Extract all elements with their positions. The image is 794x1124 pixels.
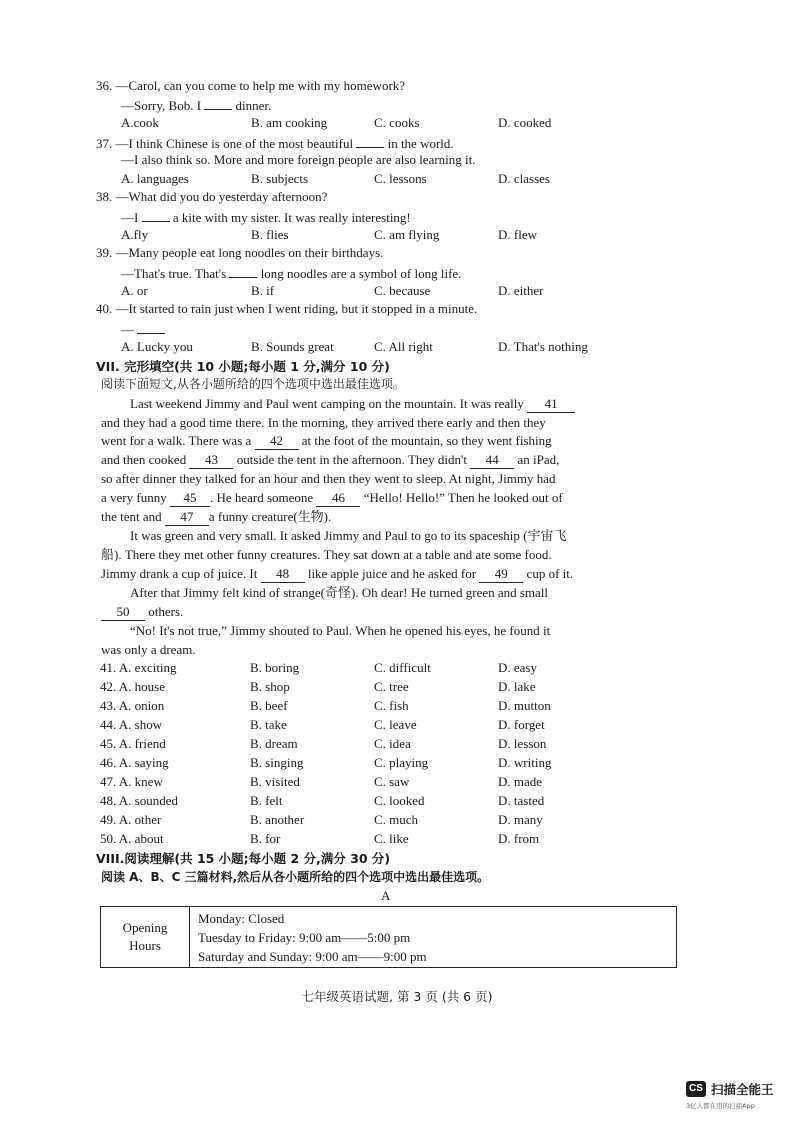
hours-row-weekdays: Tuesday to Friday: 9:00 am——5:00 pm [198,929,411,945]
q36-option-c: C. cooks [374,115,420,130]
option-a: 41. A. exciting [100,660,177,675]
passage-line [101,603,183,621]
option-c: C. much [374,812,419,827]
option-c: C. tree [374,679,409,694]
q37-options [0,170,794,187]
option-a: 48. A. sounded [100,793,178,808]
opening-hours-table [100,906,677,968]
q36-option-d: D. cooked [498,115,552,130]
q36-response [121,95,271,114]
passage-line [101,489,563,507]
q39-option-b: B. if [251,283,275,298]
passage-line: was only a dream. [101,642,196,657]
option-b: B. another [250,812,305,827]
q38-blank [142,207,170,222]
passage-line: and they had a good time there. In the morning, they arrived there early and then they [101,415,546,430]
passage-line [101,451,559,469]
option-c: C. like [374,831,409,846]
cloze-options-41 [0,659,794,676]
q38-option-d: D. flew [498,227,537,242]
passage-text: at the foot of the mountain, so they went fishing [301,433,552,448]
q36-response-end: dinner. [235,98,272,113]
cloze-options-44 [0,716,794,733]
option-c: C. looked [374,793,425,808]
q36-options [0,114,794,131]
q38-option-a: A.fly [121,227,149,242]
q37-blank [356,133,384,148]
q39-option-d: D. either [498,283,544,298]
option-c: C. leave [374,717,417,732]
q38-option-b: B. flies [251,227,289,242]
blank-43: 43 [189,451,233,469]
section7-instruction: 阅读下面短文,从各小题所给的四个选项中选出最佳选项。 [101,377,405,391]
q38-options [0,226,794,243]
section7-title: VII. 完形填空(共 10 小题;每小题 1 分,满分 10 分) [96,359,390,374]
passage-text: went for a walk. There was a [101,433,252,448]
cloze-options-42 [0,678,794,695]
cloze-options-48 [0,792,794,809]
passage-line: so after dinner they talked for an hour and then they went to sleep. At night, Jimmy had [101,471,556,486]
option-a: 45. A. friend [100,736,166,751]
camscanner-logo-icon: CS [686,1081,706,1097]
q37-stem-end: in the world. [387,136,454,151]
passage-text: and then cooked [101,452,187,467]
q39-response [121,263,461,282]
q40-response-dash: — [121,322,134,337]
q39-option-a: A. or [121,283,148,298]
passage-text: Last weekend Jimmy and Paul went camping on the mountain. It was really [130,396,524,411]
option-a: 46. A. saying [100,755,169,770]
option-c: C. saw [374,774,410,789]
q38-response-end: a kite with my sister. It was really interesting! [172,210,411,225]
passage-line [130,395,575,413]
page-footer: 七年级英语试题, 第 3 页 (共 6 页) [301,989,493,1004]
q39-options [0,282,794,299]
option-c: C. fish [374,698,409,713]
option-d: D. forget [498,717,545,732]
option-d: D. writing [498,755,552,770]
q37-option-d: D. classes [498,171,550,186]
blank-50: 50 [101,603,145,621]
passage-text: an iPad, [517,452,560,467]
q40-option-b: B. Sounds great [251,339,334,354]
option-b: B. visited [250,774,300,789]
q36-option-a: A.cook [121,115,159,130]
q36-option-b: B. am cooking [251,115,328,130]
option-d: D. lesson [498,736,547,751]
blank-45: 45 [170,489,210,507]
passage-text: the tent and [101,509,162,524]
passage-line [101,432,552,450]
passage-text: cup of it. [526,566,574,581]
option-c: C. difficult [374,660,431,675]
passage-line [101,508,331,526]
q39-stem: 39. —Many people eat long noodles on their birthdays. [96,245,384,260]
option-d: D. mutton [498,698,551,713]
passage-line: “No! It's not true,” Jimmy shouted to Paul. When he opened his eyes, he found it [130,623,551,638]
passage-text: like apple juice and he asked for [307,566,477,581]
passage-line: 船). There they met other funny creatures. They sat down at a table and ate some food. [101,547,552,562]
q38-option-c: C. am flying [374,227,440,242]
option-b: B. beef [250,698,288,713]
option-d: D. lake [498,679,536,694]
q36-stem: 36. —Carol, can you come to help me with my homework? [96,78,406,93]
option-a: 43. A. onion [100,698,165,713]
option-b: B. dream [250,736,298,751]
option-c: C. playing [374,755,429,770]
passage-text: outside the tent in the afternoon. They didn't [236,452,467,467]
option-a: 50. A. about [100,831,164,846]
option-a: 47. A. knew [100,774,163,789]
q37-option-b: B. subjects [251,171,309,186]
q37-option-a: A. languages [121,171,189,186]
q39-response-end: long noodles are a symbol of long life. [260,266,462,281]
part-a-label: A [381,888,391,903]
option-b: B. boring [250,660,300,675]
q37-option-c: C. lessons [374,171,427,186]
option-b: B. singing [250,755,304,770]
label-opening: Opening [122,920,168,935]
cloze-options-45 [0,735,794,752]
q36-response-start: —Sorry, Bob. I [121,98,202,113]
cloze-options-43 [0,697,794,714]
opening-hours-label [101,907,190,968]
passage-line: It was green and very small. It asked Jimmy and Paul to go to its spaceship (宇宙飞 [130,528,567,543]
q39-option-c: C. because [374,283,431,298]
q39-response-start: —That's true. That's [121,266,227,281]
hours-row-weekend: Saturday and Sunday: 9:00 am——9:00 pm [198,948,427,964]
blank-42: 42 [255,432,299,450]
option-b: B. shop [250,679,290,694]
passage-line [101,565,573,583]
q40-option-d: D. That's nothing [498,339,588,354]
camscanner-tagline: 3亿人都在用的扫描App [686,1102,755,1110]
option-a: 49. A. other [100,812,162,827]
label-hours: Hours [129,938,161,953]
q40-option-c: C. All right [374,339,433,354]
option-b: B. take [250,717,287,732]
camscanner-app-name: 扫描全能王 [711,1082,774,1097]
blank-46: 46 [316,489,360,507]
q38-response-start: —I [121,210,139,225]
q40-blank [137,319,165,334]
q38-stem: 38. —What did you do yesterday afternoon? [96,189,328,204]
cloze-options-47 [0,773,794,790]
q38-response [121,207,411,226]
q37-stem [96,133,454,152]
cloze-options-49 [0,811,794,828]
q40-response [121,319,165,338]
section8-instruction: 阅读 A、B、C 三篇材料,然后从各小题所给的四个选项中选出最佳选项。 [101,870,490,884]
cloze-options-46 [0,754,794,771]
q37-response: —I also think so. More and more foreign people are also learning it. [121,152,476,167]
option-b: B. felt [250,793,283,808]
passage-line: After that Jimmy felt kind of strange(奇怪). Oh dear! He turned green and small [130,585,549,600]
q36-blank [204,95,232,110]
q37-stem-start: 37. —I think Chinese is one of the most beautiful [96,136,354,151]
q39-blank [229,263,257,278]
blank-44: 44 [470,451,514,469]
hours-row-monday: Monday: Closed [198,910,285,926]
q40-stem: 40. —It started to rain just when I went riding, but it stopped in a minute. [96,301,478,316]
blank-48: 48 [261,565,305,583]
option-d: D. easy [498,660,537,675]
cloze-options-50 [0,830,794,847]
q40-option-a: A. Lucky you [121,339,193,354]
option-c: C. idea [374,736,411,751]
blank-49: 49 [479,565,523,583]
passage-text: . He heard someone [209,490,314,505]
blank-47: 47 [165,508,209,526]
opening-hours-times [190,907,677,968]
option-a: 44. A. show [100,717,163,732]
option-d: D. tasted [498,793,545,808]
option-a: 42. A. house [100,679,165,694]
passage-text: Jimmy drank a cup of juice. It [101,566,258,581]
passage-text: others. [148,604,184,619]
blank-41: 41 [527,395,575,413]
option-d: D. made [498,774,543,789]
q40-options [0,338,794,355]
option-d: D. from [498,831,540,846]
passage-text: “Hello! Hello!” Then he looked out of [363,490,563,505]
passage-text: a funny creature(生物). [208,509,332,524]
passage-text: a very funny [101,490,167,505]
option-d: D. many [498,812,543,827]
option-b: B. for [250,831,281,846]
section8-title: VIII.阅读理解(共 15 小题;每小题 2 分,满分 30 分) [96,851,391,866]
